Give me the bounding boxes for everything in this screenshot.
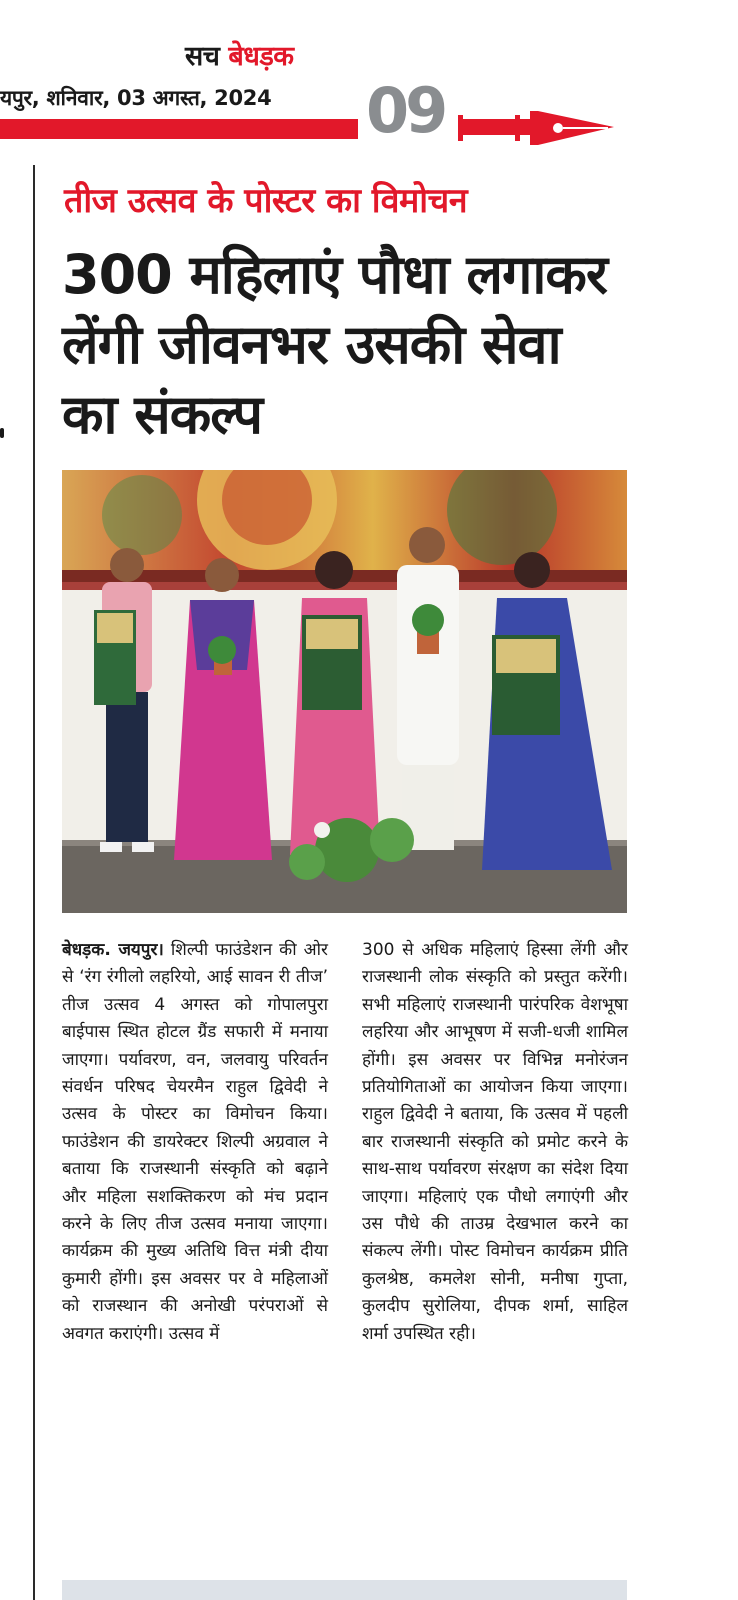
page-number: 09 bbox=[366, 74, 445, 147]
margin-mark bbox=[0, 428, 4, 438]
column-rule bbox=[33, 165, 35, 1600]
article-photo bbox=[62, 470, 627, 913]
newspaper-name-part1: सच bbox=[185, 41, 220, 72]
next-article-strip bbox=[62, 1580, 627, 1600]
article-body-left-text: शिल्पी फाउंडेशन की ओर से ‘रंग रंगीलो लहरियो, आई सावन री तीज’ तीज उत्सव 4 अगस्त को गोपालपुरा बाईपास स्थित होटल ग्रैंड सफारी में मनाया जाएगा। पर्यावरण, वन, जलवायु परिवर्तन संवर्धन परिषद चेयरमैन राहुल द्विवेदी ने उत्सव के पोस्टर का विमोचन किया। फाउंडेशन की डायरेक्टर शिल्पी अग्रवाल ने बताया कि राजस्थानी संस्कृति को बढ़ाने और महिला सशक्तिकरण को मंच प्रदान करने के लिए तीज उत्सव मनाया जाएगा। कार्यक्रम की मुख्य अतिथि वित्त मंत्री दीया कुमारी होंगी। इस अवसर पर वे महिलाओं को राजस्थान की अनोखी परंपराओं से अवगत कराएंगी। उत्सव में bbox=[62, 940, 328, 1344]
article-kicker: तीज उत्सव के पोस्टर का विमोचन bbox=[64, 181, 468, 221]
masthead-rule-left bbox=[0, 119, 358, 139]
newspaper-name bbox=[185, 36, 294, 73]
article-headline: 300 महिलाएं पौधा लगाकर लेंगी जीवनभर उसकी सेवा का संकल्प bbox=[62, 243, 607, 446]
newspaper-name-part2: बेधड़क bbox=[228, 41, 294, 72]
dateline: यपुर, शनिवार, 03 अगस्त, 2024 bbox=[0, 86, 272, 110]
pen-nib-icon bbox=[458, 107, 616, 151]
byline: बेधड़क. जयपुर। bbox=[62, 940, 164, 960]
article-body-left bbox=[62, 937, 328, 1348]
article-body-right: 300 से अधिक महिलाएं हिस्सा लेंगी और राजस्थानी लोक संस्कृति को प्रस्तुत करेंगी। सभी महिलाएं राजस्थानी पारंपरिक वेशभूषा लहरिया और आभूषण में सजी-धजी शामिल होंगी। इस अवसर पर विभिन्न मनोरंजन प्रतियोगिताओं का आयोजन किया जाएगा। राहुल द्विवेदी ने बताया, कि उत्सव में पहली बार राजस्थानी संस्कृति को प्रमोट करने के साथ-साथ पर्यावरण संरक्षण का संदेश दिया जाएगा। महिलाएं एक पौधो लगाएंगी और उस पौधे की ताउम्र देखभाल करने का संकल्प लेंगी। पोस्ट विमोचन कार्यक्रम प्रीति कुलश्रेष्ठ, कमलेश सोनी, मनीषा गुप्ता, कुलदीप सुरोलिया, दीपक शर्मा, साहिल शर्मा उपस्थित रही। bbox=[362, 940, 628, 1344]
